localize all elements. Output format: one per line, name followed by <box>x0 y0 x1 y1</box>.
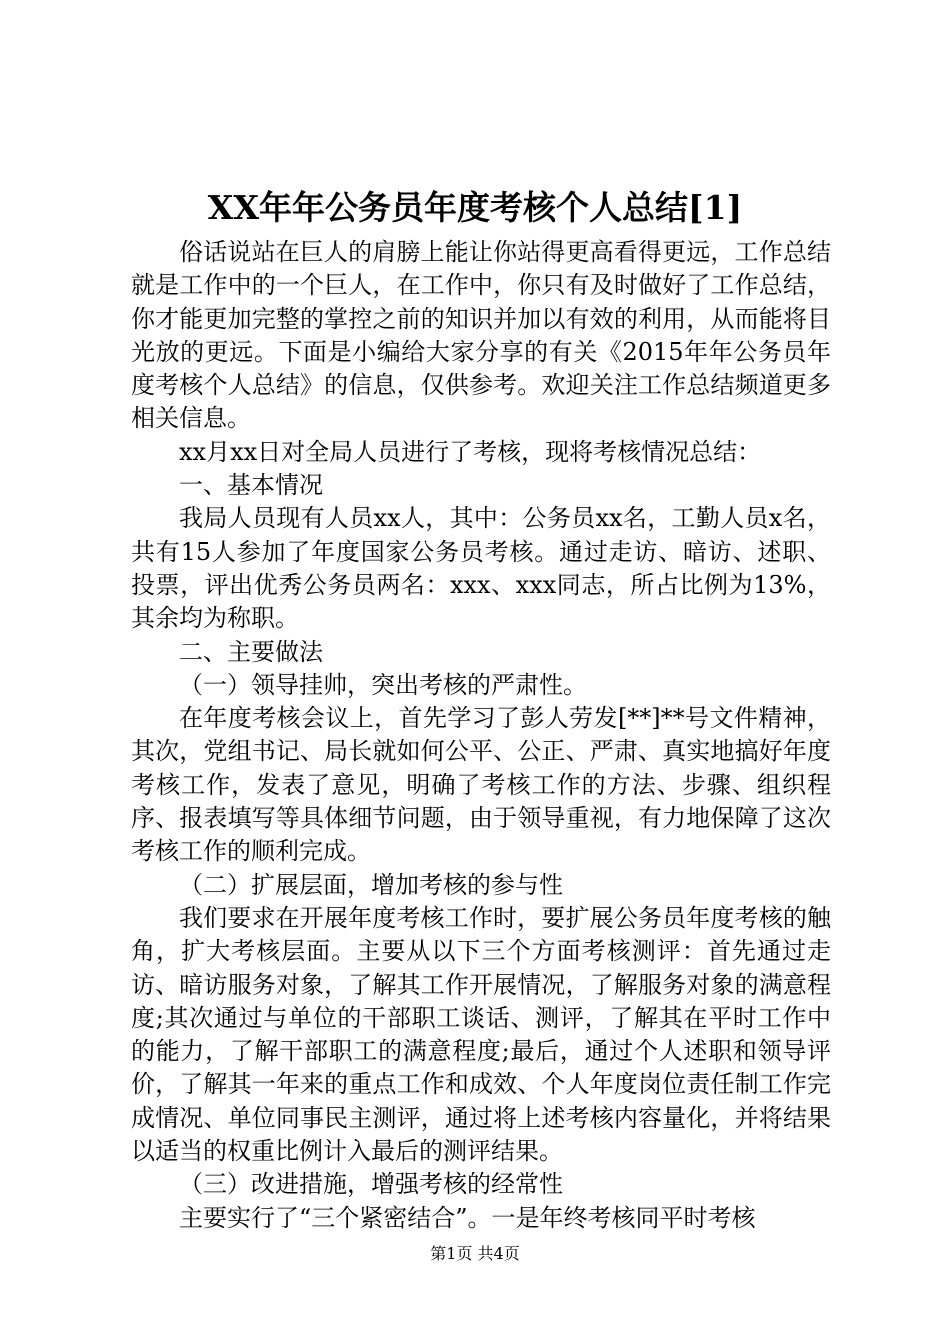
paragraph-intro: 俗话说站在巨人的肩膀上能让你站得更高看得更远，工作总结就是工作中的一个巨人，在工作中，你只有及时做好了工作总结，你才能更加完整的掌控之前的知识并加以有效的利用，从而能将目光放的更远。下面是小编给大家分享的有关《2015年年公务员年度考核个人总结》的信息，仅供参考。欢迎关注工作总结频道更多相关信息。 <box>131 238 831 433</box>
page-footer: 第1页 共4页 <box>430 1244 520 1263</box>
paragraph-summary-lead: xx月xx日对全局人员进行了考核，现将考核情况总结： <box>179 437 762 466</box>
document-title: XX年年公务员年度考核个人总结[1] <box>207 188 743 227</box>
paragraph-regularity: 主要实行了“三个紧密结合”。一是年终考核同平时考核 <box>179 1203 756 1232</box>
paragraph-basic: 我局人员现有人员xx人，其中：公务员xx名，工勤人员x名，共有15人参加了年度国家公务员考核。通过走访、暗访、述职、投票，评出优秀公务员两名：xxx、xxx同志，所占比例为13%，其余均为称职。 <box>131 504 831 633</box>
subheading-regularity: （三）改进措施，增强考核的经常性 <box>179 1170 563 1199</box>
paragraph-leadership: 在年度考核会议上，首先学习了彭人劳发[**]**号文件精神，其次，党组书记、局长就如何公平、公正、严肃、真实地搞好年度考核工作，发表了意见，明确了考核工作的方法、步骤、组织程序、报表填写等具体细节问题，由于领导重视，有力地保障了这次考核工作的顺利完成。 <box>131 704 831 866</box>
subheading-participation: （二）扩展层面，增加考核的参与性 <box>179 870 563 899</box>
paragraph-participation: 我们要求在开展年度考核工作时，要扩展公务员年度考核的触角，扩大考核层面。主要从以下三个方面考核测评：首先通过走访、暗访服务对象，了解其工作开展情况，了解服务对象的满意程度;其次通过与单位的干部职工谈话、测评，了解其在平时工作中的能力，了解干部职工的满意程度;最后，通过个人述职和领导评价，了解其一年来的重点工作和成效、个人年度岗位责任制工作完成情况、单位同事民主测评，通过将上述考核内容量化，并将结果以适当的权重比例计入最后的测评结果。 <box>131 903 831 1166</box>
section-heading-basic: 一、基本情况 <box>179 471 323 500</box>
document-body <box>131 236 831 1235</box>
section-heading-methods: 二、主要做法 <box>179 637 323 666</box>
subheading-leadership: （一）领导挂帅，突出考核的严肃性。 <box>179 670 587 699</box>
